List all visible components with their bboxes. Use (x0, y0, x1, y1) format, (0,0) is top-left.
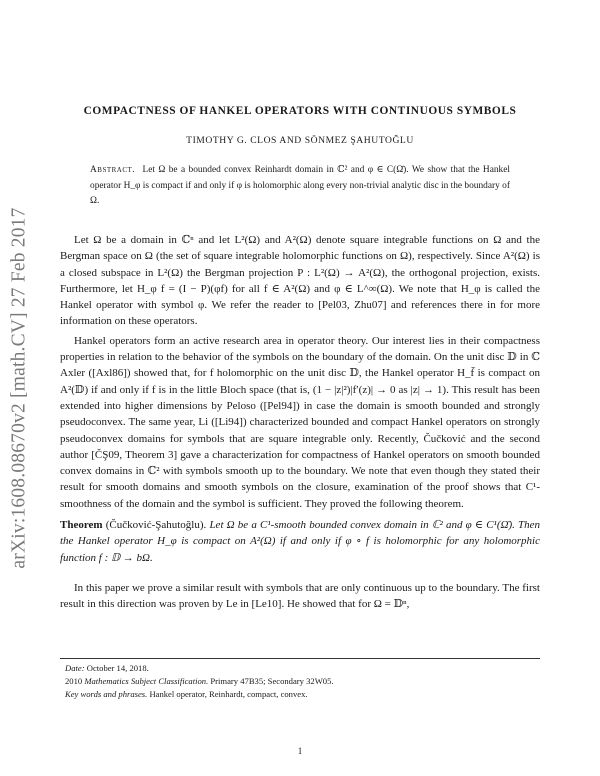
theorem-attribution: (Čučković-Şahutoğlu). (105, 519, 207, 532)
body-text (60, 232, 540, 616)
arxiv-stamp-text: arXiv:1608.08670v2 [math.CV] 27 Feb 2017 (9, 207, 31, 569)
footnote-msc-prefix: 2010 (65, 676, 83, 687)
theorem-statement: Let Ω be a C¹-smooth bounded convex domain in ℂ² and φ ∈ C¹(Ω̄). Then the Hankel operator H_φ is compact on A²(Ω) if and only if φ ∘ f is holomorphic for any holomorphic function f : 𝔻 → bΩ. (60, 519, 541, 564)
paragraph: In this paper we prove a similar result with symbols that are only continuous up to the boundary. The first result in this direction was proven by Le in [Le10]. He showed that for Ω = 𝔻ⁿ, (60, 581, 540, 611)
footnote-msc (60, 675, 540, 688)
footnote-date-value: October 14, 2018. (86, 663, 149, 673)
paragraph: Hankel operators form an active research area in operator theory. Our interest lies in their compactness properties in relation to the behavior of the symbols on the boundary of the domain. On the unit disc 𝔻 in ℂ Axler ([Axl86]) showed that, for f holomorphic on the unit disc 𝔻, the Hankel operator H_f̄ is compact on A²(𝔻) if and only if f is in the little Bloch space (that is, (1 − |z|²)|f′(z)| → 0 as |z| → 1). This result has been extended into higher dimensions by Peloso ([Pel94]) in case the domain is smooth bounded and strongly pseudoconvex. The same year, Li ([Li94]) characterized bounded and compact Hankel operators on strongly pseudoconvex domains for symbols that are square integrable only. Recently, Čučković and the second author [ČŞ09, Theorem 3] gave a characterization for compactness of Hankel operators on smooth bounded convex domains in ℂ² with symbols smooth up to the boundary. We note that even though they stated their result for smooth domains and smooth symbols on the closure, examination of the proof shows that C¹-smoothness of the domain and the symbol is sufficient. They proved the following theorem. (60, 334, 540, 510)
abstract-label: Abstract. (90, 165, 136, 175)
theorem (60, 517, 540, 566)
footnote-date-label: Date: (65, 663, 85, 673)
paper-title: COMPACTNESS OF HANKEL OPERATORS WITH CONTINUOUS SYMBOLS (83, 105, 517, 117)
footnote-keywords-label: Key words and phrases. (65, 689, 148, 700)
footnotes (60, 658, 540, 702)
footnote-msc-value: Primary 47B35; Secondary 32W05. (210, 676, 334, 687)
paragraph: Let Ω be a domain in ℂⁿ and let L²(Ω) and A²(Ω) denote square integrable functions on Ω and the Bergman space on Ω (the set of square integrable holomorphic functions on Ω), respectively. Since A²(Ω) is a closed subspace in L²(Ω) the Bergman projection P : L²(Ω) → A²(Ω), the orthogonal projection, exists. Furthermore, let H_φ f = (I − P)(φf) for all f ∈ A²(Ω) and φ ∈ L^∞(Ω). We note that H_φ is called the Hankel operator with symbol φ. We refer the reader to [Pel03, Zhu07] and references there in for more information on these operators. (60, 234, 540, 328)
paper-authors: TIMOTHY G. CLOS AND SÖNMEZ ŞAHUTOĞLU (186, 135, 414, 146)
footnote-msc-label: Mathematics Subject Classification. (84, 676, 209, 687)
footnote-keywords (60, 688, 540, 701)
abstract-text: Let Ω be a bounded convex Reinhardt domain in ℂ² and φ ∈ C(Ω̄). We show that the Hankel operator H_φ is compact if and only if φ is holomorphic along every non-trivial analytic disc in the boundary of Ω. (90, 165, 510, 206)
page-number: 1 (297, 746, 303, 756)
theorem-head: Theorem (60, 519, 103, 532)
abstract (90, 163, 510, 210)
footnote-date (60, 662, 540, 675)
arxiv-stamp (2, 198, 38, 578)
footnote-keywords-value: Hankel operator, Reinhardt, compact, convex. (149, 689, 308, 700)
